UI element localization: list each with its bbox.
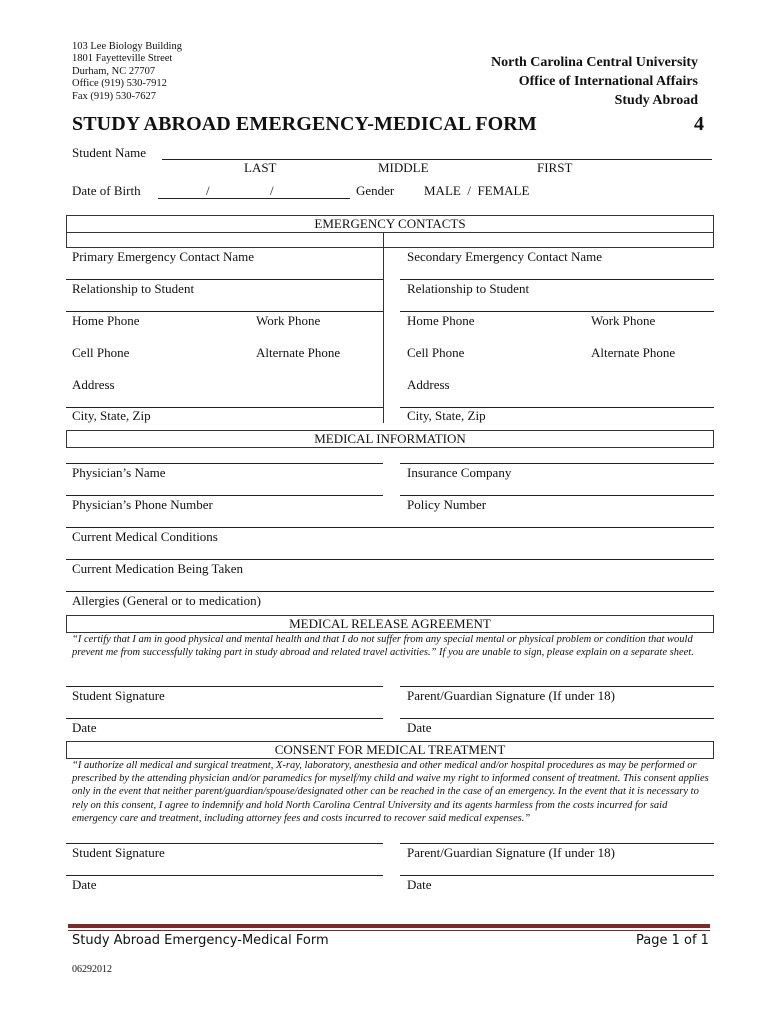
divider: [66, 875, 383, 876]
divider: [66, 559, 714, 560]
consent-statement: “I authorize all medical and surgical treatment, X-ray, laboratory, anesthesia and other medical and/or hospital procedures as may be performed or prescribed by the attending physician and/or paramedics for myself/my child and waive my right to informed consent of treatment. This consent applies only in the event that neither parent/guardian/spouse/designated other can be reached in the case of an emergency. In the event that it is necessary to rely on this consent, I agree to indemnify and hold North Carolina Central University and its agents harmless from the costs incurred for said emergency care and treatment, including attorney fees and costs incurred to recover said medical expenses.”: [72, 760, 709, 824]
student-name-label: Student Name: [72, 145, 147, 160]
secondary-contact-name-field[interactable]: Secondary Emergency Contact Name: [407, 249, 603, 264]
dob-field[interactable]: [158, 198, 350, 199]
footer-rule: [68, 924, 710, 928]
primary-address-field[interactable]: Address: [72, 377, 115, 392]
divider: [66, 247, 714, 248]
divider: [66, 279, 383, 280]
medical-information-heading: MEDICAL INFORMATION: [66, 430, 714, 448]
consent-student-signature-field[interactable]: Student Signature: [72, 845, 165, 860]
consent-heading: CONSENT FOR MEDICAL TREATMENT: [66, 741, 714, 759]
insurance-company-field[interactable]: Insurance Company: [407, 465, 512, 480]
secondary-relationship-field[interactable]: Relationship to Student: [407, 281, 530, 296]
release-parent-date-field[interactable]: Date: [407, 720, 432, 735]
first-name-label: FIRST: [537, 160, 573, 175]
divider: [713, 233, 714, 248]
secondary-alternate-phone-field[interactable]: Alternate Phone: [591, 345, 676, 360]
divider: [66, 463, 383, 464]
gender-options[interactable]: MALE / FEMALE: [424, 183, 530, 198]
primary-relationship-field[interactable]: Relationship to Student: [72, 281, 195, 296]
primary-home-phone-field[interactable]: Home Phone: [72, 313, 140, 328]
last-name-label: LAST: [244, 160, 277, 175]
medical-conditions-field[interactable]: Current Medical Conditions: [72, 529, 218, 544]
primary-city-state-zip-field[interactable]: City, State, Zip: [72, 408, 151, 423]
consent-parent-date-field[interactable]: Date: [407, 877, 432, 892]
column-divider: [383, 233, 384, 423]
policy-number-field[interactable]: Policy Number: [407, 497, 487, 512]
fax-number: Fax (919) 530-7627: [72, 90, 156, 102]
address-line: Durham, NC 27707: [72, 65, 156, 77]
divider: [400, 463, 714, 464]
middle-name-label: MIDDLE: [378, 160, 429, 175]
secondary-home-phone-field[interactable]: Home Phone: [407, 313, 475, 328]
secondary-address-field[interactable]: Address: [407, 377, 450, 392]
divider: [400, 495, 714, 496]
primary-alternate-phone-field[interactable]: Alternate Phone: [256, 345, 341, 360]
divider: [400, 843, 714, 844]
divider: [66, 686, 383, 687]
office-phone: Office (919) 530-7912: [72, 78, 167, 90]
footer-title: Study Abroad Emergency-Medical Form: [72, 933, 329, 948]
release-student-date-field[interactable]: Date: [72, 720, 97, 735]
page-number: Page 1 of 1: [636, 933, 709, 948]
secondary-city-state-zip-field[interactable]: City, State, Zip: [407, 408, 486, 423]
footer-rule: [68, 930, 710, 931]
divider: [400, 718, 714, 719]
divider: [66, 527, 714, 528]
current-medication-field[interactable]: Current Medication Being Taken: [72, 561, 244, 576]
divider: [400, 279, 714, 280]
secondary-cell-phone-field[interactable]: Cell Phone: [407, 345, 465, 360]
consent-student-date-field[interactable]: Date: [72, 877, 97, 892]
primary-cell-phone-field[interactable]: Cell Phone: [72, 345, 130, 360]
office-address: [72, 41, 182, 103]
address-line: 103 Lee Biology Building: [72, 41, 182, 52]
physician-phone-field[interactable]: Physician’s Phone Number: [72, 497, 213, 512]
medical-release-heading: MEDICAL RELEASE AGREEMENT: [66, 615, 714, 633]
divider: [66, 233, 67, 248]
dob-separator: /: [270, 183, 274, 198]
divider: [400, 875, 714, 876]
divider: [66, 718, 383, 719]
form-code: 06292012: [72, 964, 112, 975]
university-name: North Carolina Central University: [491, 55, 698, 70]
allergies-field[interactable]: Allergies (General or to medication): [72, 593, 261, 608]
divider: [400, 311, 714, 312]
dob-label: Date of Birth: [72, 183, 141, 198]
organization-block: [491, 53, 698, 110]
secondary-work-phone-field[interactable]: Work Phone: [591, 313, 656, 328]
primary-work-phone-field[interactable]: Work Phone: [256, 313, 321, 328]
divider: [66, 495, 383, 496]
emergency-contacts-heading: EMERGENCY CONTACTS: [66, 215, 714, 233]
address-line: 1801 Fayetteville Street: [72, 53, 173, 65]
program-name: Study Abroad: [614, 93, 698, 108]
gender-label: Gender: [356, 183, 395, 198]
dob-separator: /: [206, 183, 210, 198]
form-number: 4: [694, 113, 704, 135]
page-title: STUDY ABROAD EMERGENCY-MEDICAL FORM: [72, 113, 537, 135]
divider: [66, 843, 383, 844]
release-statement: “I certify that I am in good physical and mental health and that I do not suffer from any special mental or physical problem or condition that would prevent me from successfully taking part in study abroad and related travel activities.” If you are unable to sign, please explain on a separate sheet.: [72, 634, 694, 659]
divider: [66, 591, 714, 592]
consent-parent-signature-field[interactable]: Parent/Guardian Signature (If under 18): [407, 845, 615, 860]
release-parent-signature-field[interactable]: Parent/Guardian Signature (If under 18): [407, 688, 615, 703]
divider: [66, 311, 383, 312]
primary-contact-name-field[interactable]: Primary Emergency Contact Name: [72, 249, 255, 264]
office-name: Office of International Affairs: [518, 74, 698, 89]
divider: [400, 686, 714, 687]
physician-name-field[interactable]: Physician’s Name: [72, 465, 166, 480]
release-student-signature-field[interactable]: Student Signature: [72, 688, 165, 703]
